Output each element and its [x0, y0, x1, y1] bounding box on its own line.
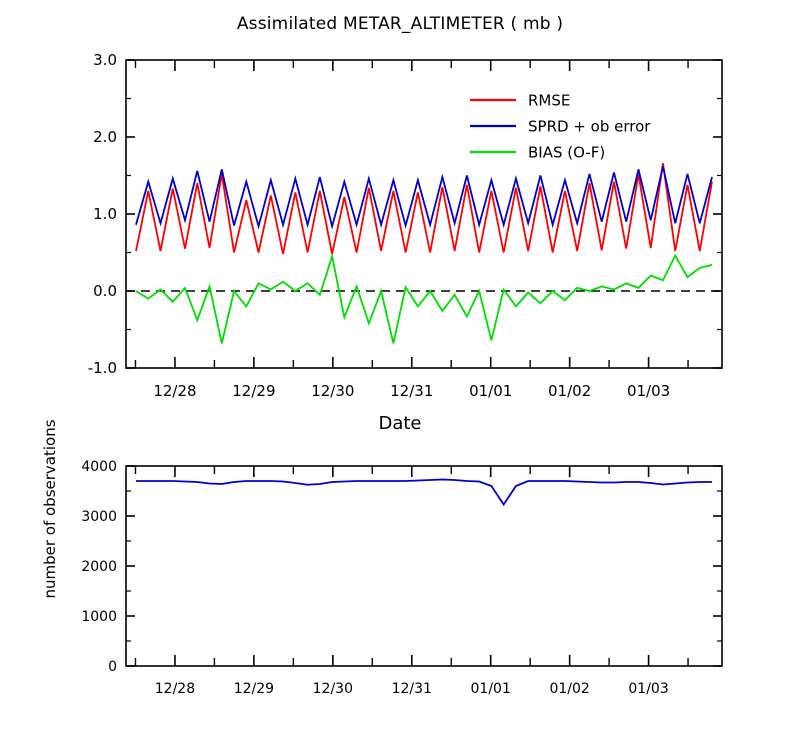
x-tick-label: 12/31 [391, 681, 432, 697]
y-tick-label: 1.0 [93, 205, 117, 223]
y-tick-label: 0 [108, 659, 117, 675]
legend-label: RMSE [528, 91, 571, 110]
top-chart-panel [0, 40, 800, 410]
x-tick-label: 12/30 [312, 681, 354, 697]
x-tick-label: 12/28 [154, 681, 196, 697]
y-tick-label: -1.0 [87, 359, 117, 377]
number-of-observations-plot [0, 450, 800, 710]
y-axis-label-bottom: number of observations [41, 419, 59, 599]
x-tick-label: 12/29 [232, 382, 276, 400]
series-line [136, 480, 712, 505]
y-tick-label: 3.0 [93, 51, 117, 69]
x-tick-label: 01/02 [549, 681, 590, 697]
y-tick-label: 0.0 [93, 282, 117, 300]
bottom-chart-panel [0, 450, 800, 710]
legend-label: BIAS (O-F) [528, 143, 606, 162]
plot-frame [126, 466, 722, 666]
x-tick-label: 12/31 [390, 382, 434, 400]
series-line [136, 256, 712, 344]
series-line [136, 163, 712, 254]
y-tick-label: 4000 [81, 459, 117, 475]
y-tick-label: 1000 [81, 609, 117, 625]
y-tick-label: 2000 [81, 559, 117, 575]
x-tick-label: 01/02 [548, 382, 592, 400]
y-tick-label: 2.0 [93, 128, 117, 146]
chart-title: Assimilated METAR_ALTIMETER ( mb ) [236, 14, 564, 34]
x-tick-label: 12/29 [233, 681, 275, 697]
legend-label: SPRD + ob error [528, 117, 651, 136]
x-tick-label: 12/28 [153, 382, 197, 400]
assimilated-metar-altimeter-plot [0, 40, 800, 410]
x-tick-label: 01/03 [626, 382, 671, 400]
x-tick-label: 12/30 [311, 382, 355, 400]
x-tick-label: 01/01 [470, 681, 511, 697]
y-tick-label: 3000 [81, 509, 117, 525]
x-axis-label-top: Date [378, 413, 422, 434]
x-tick-label: 01/01 [469, 382, 513, 400]
series-line [136, 166, 712, 226]
x-tick-label: 01/03 [628, 681, 669, 697]
